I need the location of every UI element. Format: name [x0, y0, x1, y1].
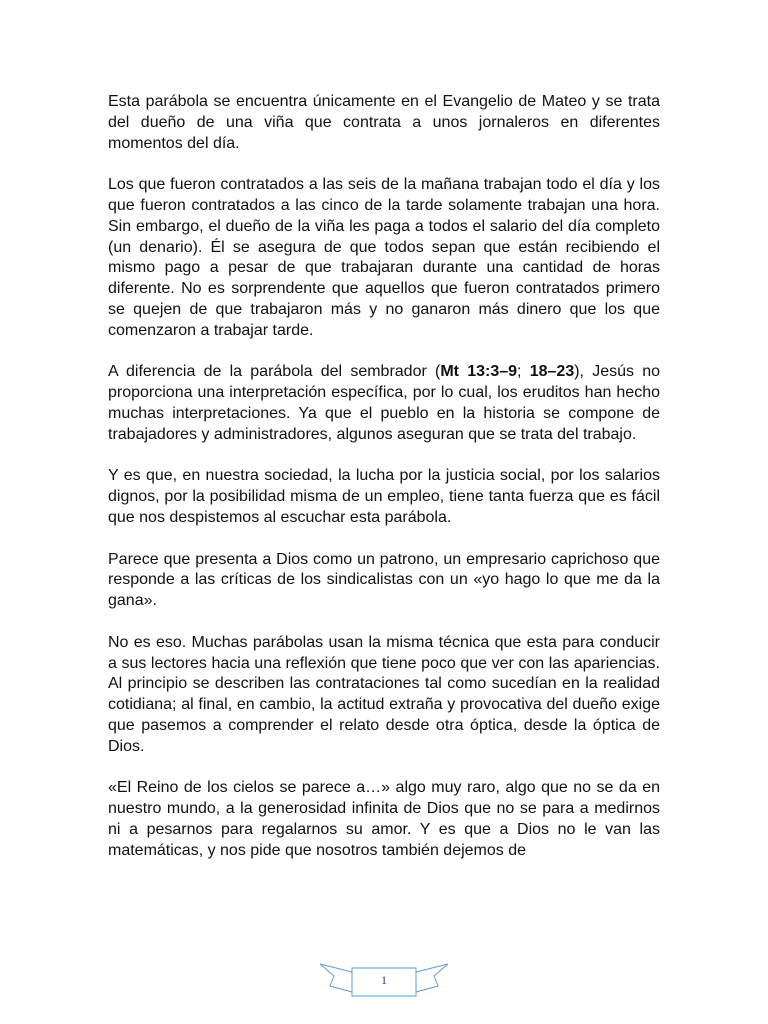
- paragraph-text: A diferencia de la parábola del sembrador (: [108, 363, 441, 381]
- scripture-reference: Mt 13:3–9: [440, 363, 518, 381]
- paragraph: Los que fueron contratados a las seis de la mañana trabajan todo el día y los que fueron contratados a las cinco de la tarde solamente trabajan una hora. Sin embargo, el dueño de la viña les paga a todos el salario del día completo (un denario). Él se asegura de que todos sepan que están recibiendo el mismo pago a pesar de que trabajaran durante una cantidad de horas diferente. No es sorprendente que aquellos que fueron contratados primero se quejen de que trabajaron más y no ganaron más dinero que los que comenzaron a trabajar tarde.: [108, 176, 660, 339]
- paragraph: Esta parábola se encuentra únicamente en el Evangelio de Mateo y se trata del dueño de una viña que contrata a unos jornaleros en diferentes momentos del día.: [108, 93, 660, 152]
- page-number: 1: [381, 973, 387, 987]
- document-body: [108, 92, 660, 861]
- paragraph: «El Reino de los cielos se parece a…» algo muy raro, algo que no se da en nuestro mundo, a la generosidad infinita de Dios que no se para a medirnos ni a pesarnos para regalarnos su amor. Y es que a Dios no le van las matemáticas, y nos pide que nosotros también dejemos de: [108, 779, 660, 859]
- scripture-reference: 18–23: [529, 363, 575, 381]
- paragraph: No es eso. Muchas parábolas usan la misma técnica que esta para conducir a sus lectores hacia una reflexión que tiene poco que ver con las apariencias. Al principio se describen las contrataciones tal como sucedían en la realidad cotidiana; al final, en cambio, la actitud extraña y provocativa del dueño exige que pasemos a comprender el relato desde otra óptica, desde la óptica de Dios.: [108, 633, 660, 755]
- paragraph-text: ;: [517, 363, 530, 381]
- paragraph: Parece que presenta a Dios como un patrono, un empresario caprichoso que responde a las críticas de los sindicalistas con un «yo hago lo que me da la gana».: [108, 550, 660, 610]
- paragraph-text: ), Jesús no proporciona una interpretación específica, por lo cual, los eruditos han hecho muchas interpretaciones. Ya que el pueblo en la historia se compone de trabajadores y administradores, algunos aseguran que se trata del trabajo.: [108, 363, 661, 443]
- paragraph: Y es que, en nuestra sociedad, la lucha por la justicia social, por los salarios dignos, por la posibilidad misma de un empleo, tiene tanta fuerza que es fácil que nos despistemos al escuchar esta parábola.: [108, 467, 660, 526]
- paragraph: [108, 362, 660, 445]
